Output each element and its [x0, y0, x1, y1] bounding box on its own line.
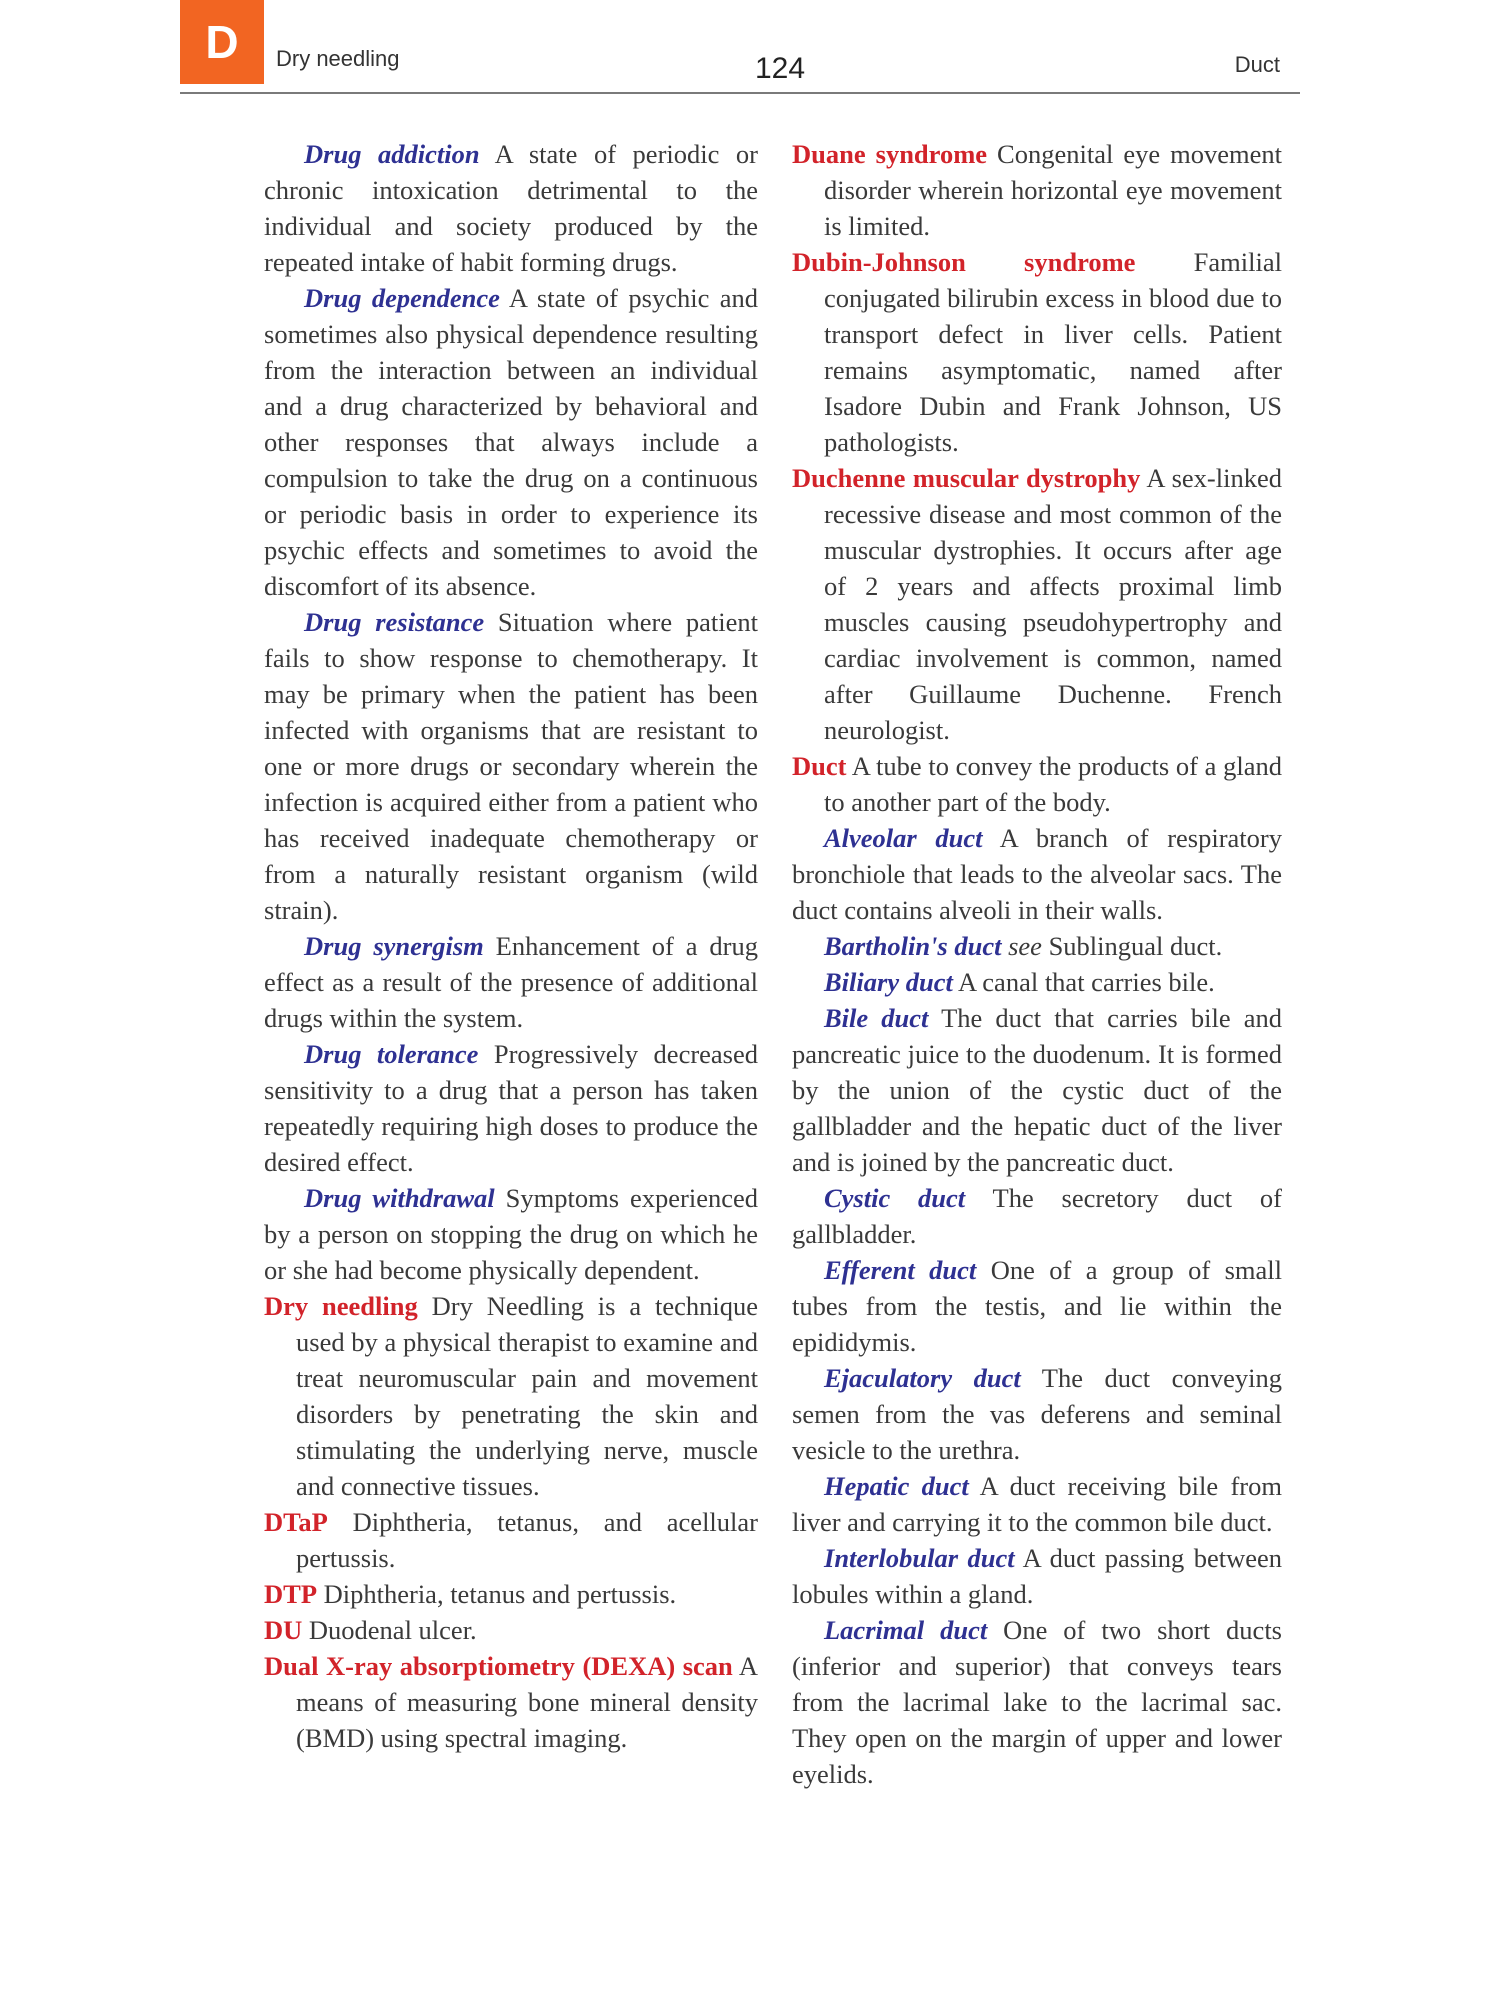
entry-term: Drug withdrawal [304, 1183, 495, 1213]
dictionary-entry [264, 1036, 758, 1180]
dictionary-entry [264, 136, 758, 280]
entry-term: Drug dependence [304, 283, 500, 313]
dictionary-entry [264, 1576, 758, 1612]
left-column [264, 136, 758, 1756]
entry-term: Drug synergism [304, 931, 484, 961]
entry-definition: Diphtheria, tetanus and pertussis. [317, 1579, 677, 1609]
entry-definition: A state of psychic and sometimes also physical dependence resulting from the interaction between an individual and a drug characterized by behavioral and other responses that always include a compulsion to take the drug on a continuous or periodic basis in order to experience its psychic effects and sometimes to avoid the discomfort of its absence. [264, 283, 758, 601]
entry-term: Drug addiction [304, 139, 480, 169]
entry-definition: A duct passing between lobules within a gland. [792, 1543, 1282, 1609]
dictionary-entry [792, 460, 1282, 748]
dictionary-entry [792, 244, 1282, 460]
dictionary-entry [792, 1252, 1282, 1360]
entry-definition: Dry Needling is a technique used by a physical therapist to examine and treat neuromuscular pain and movement disorders by penetrating the skin and stimulating the underlying nerve, muscle and connective tissues. [296, 1291, 759, 1501]
entry-definition: A duct receiving bile from liver and carrying it to the common bile duct. [792, 1471, 1282, 1537]
entry-term: Drug resistance [304, 607, 485, 637]
entry-definition: Congenital eye movement disorder wherein horizontal eye movement is limited. [824, 139, 1282, 241]
see-reference: see [1008, 931, 1042, 961]
dictionary-entry [792, 928, 1282, 964]
entry-definition: Diphtheria, tetanus, and acellular pertussis. [296, 1507, 758, 1573]
entry-headword: DU [264, 1615, 303, 1645]
dictionary-entry [792, 1612, 1282, 1792]
dictionary-entry [792, 820, 1282, 928]
entry-term: Cystic duct [824, 1183, 966, 1213]
entry-headword: Duane syndrome [792, 139, 988, 169]
entry-term: Bartholin's duct [824, 931, 1002, 961]
entry-headword: DTaP [264, 1507, 328, 1537]
entry-headword: Dry needling [264, 1291, 418, 1321]
entry-definition: A state of periodic or chronic intoxication detrimental to the individual and society produced by the repeated intake of habit forming drugs. [264, 139, 758, 277]
entry-term: Hepatic duct [824, 1471, 969, 1501]
dictionary-entry [792, 1360, 1282, 1468]
page-number: 124 [754, 52, 806, 85]
dictionary-entry [264, 928, 758, 1036]
entry-headword: Dubin-Johnson syndrome [792, 247, 1136, 277]
entry-definition: One of two short ducts (inferior and superior) that conveys tears from the lacrimal lake to the lacrimal sac. They open on the margin of upper and lower eyelids. [792, 1615, 1282, 1789]
entry-term: Alveolar duct [824, 823, 983, 853]
dictionary-entry [792, 136, 1282, 244]
dictionary-entry [792, 1540, 1282, 1612]
page-header [0, 0, 1500, 100]
section-letter-tab: D [180, 0, 264, 84]
dictionary-entry [792, 748, 1282, 820]
entry-definition: One of a group of small tubes from the testis, and lie within the epididymis. [792, 1255, 1282, 1357]
entry-definition: Progressively decreased sensitivity to a drug that a person has taken repeatedly requiring high doses to produce the desired effect. [264, 1039, 759, 1177]
entry-definition: A tube to convey the products of a gland to another part of the body. [824, 751, 1282, 817]
entry-definition: Sublingual duct. [1041, 931, 1223, 961]
entry-definition: A branch of respiratory bronchiole that leads to the alveolar sacs. The duct contains alveoli in their walls. [792, 823, 1282, 925]
dictionary-entry [264, 1180, 758, 1288]
entry-definition: Familial conjugated bilirubin excess in blood due to transport defect in liver cells. Patient remains asymptomatic, named after Isadore Dubin and Frank Johnson, US pathologists. [824, 247, 1282, 457]
entry-term: Efferent duct [824, 1255, 977, 1285]
entry-headword: Duct [792, 751, 847, 781]
entry-term: Biliary duct [824, 967, 953, 997]
dictionary-entry [264, 1648, 758, 1756]
right-running-head: Duct [1234, 52, 1280, 77]
dictionary-entry [264, 604, 758, 928]
dictionary-entry [264, 1288, 758, 1504]
dictionary-entry [792, 1180, 1282, 1252]
entry-definition: Symptoms experienced by a person on stopping the drug on which he or she had become physically dependent. [264, 1183, 758, 1285]
entry-definition: A sex-linked recessive disease and most common of the muscular dystrophies. It occurs after age of 2 years and affects proximal limb muscles causing pseudohypertrophy and cardiac involvement is common, named after Guillaume Duchenne. French neurologist. [824, 463, 1282, 745]
entry-headword: DTP [264, 1579, 317, 1609]
entry-definition: The duct conveying semen from the vas deferens and seminal vesicle to the urethra. [792, 1363, 1282, 1465]
entry-definition: The duct that carries bile and pancreatic juice to the duodenum. It is formed by the union of the cystic duct of the gallbladder and the hepatic duct of the liver and is joined by the pancreatic duct. [792, 1003, 1282, 1177]
entry-definition: A canal that carries bile. [952, 967, 1215, 997]
left-running-head: Dry needling [276, 46, 400, 71]
entry-term: Ejaculatory duct [824, 1363, 1021, 1393]
entry-definition: Enhancement of a drug effect as a result of the presence of additional drugs within the system. [264, 931, 758, 1033]
dictionary-entry [792, 964, 1282, 1000]
entry-definition: A means of measuring bone mineral density (BMD) using spectral imaging. [296, 1651, 758, 1753]
entry-term: Drug tolerance [304, 1039, 479, 1069]
entry-term: Bile duct [824, 1003, 929, 1033]
entry-definition: The secretory duct of gallbladder. [792, 1183, 1282, 1249]
header-rule [180, 92, 1300, 94]
dictionary-entry [264, 1504, 758, 1576]
entry-headword: Duchenne muscular dystrophy [792, 463, 1141, 493]
entry-term: Lacrimal duct [824, 1615, 988, 1645]
dictionary-entry [264, 1612, 758, 1648]
entry-definition: Duodenal ulcer. [302, 1615, 477, 1645]
entry-headword: Dual X-ray absorptiometry (DEXA) scan [264, 1651, 733, 1681]
dictionary-entry [792, 1000, 1282, 1180]
entry-term: Interlobular duct [824, 1543, 1015, 1573]
entry-definition: Situation where patient fails to show response to chemotherapy. It may be primary when the patient has been infected with organisms that are resistant to one or more drugs or secondary wherein the infection is acquired either from a patient who has received inadequate chemotherapy or from a naturally resistant organism (wild strain). [264, 607, 758, 925]
dictionary-entry [264, 280, 758, 604]
dictionary-entry [792, 1468, 1282, 1540]
right-column [792, 136, 1282, 1792]
